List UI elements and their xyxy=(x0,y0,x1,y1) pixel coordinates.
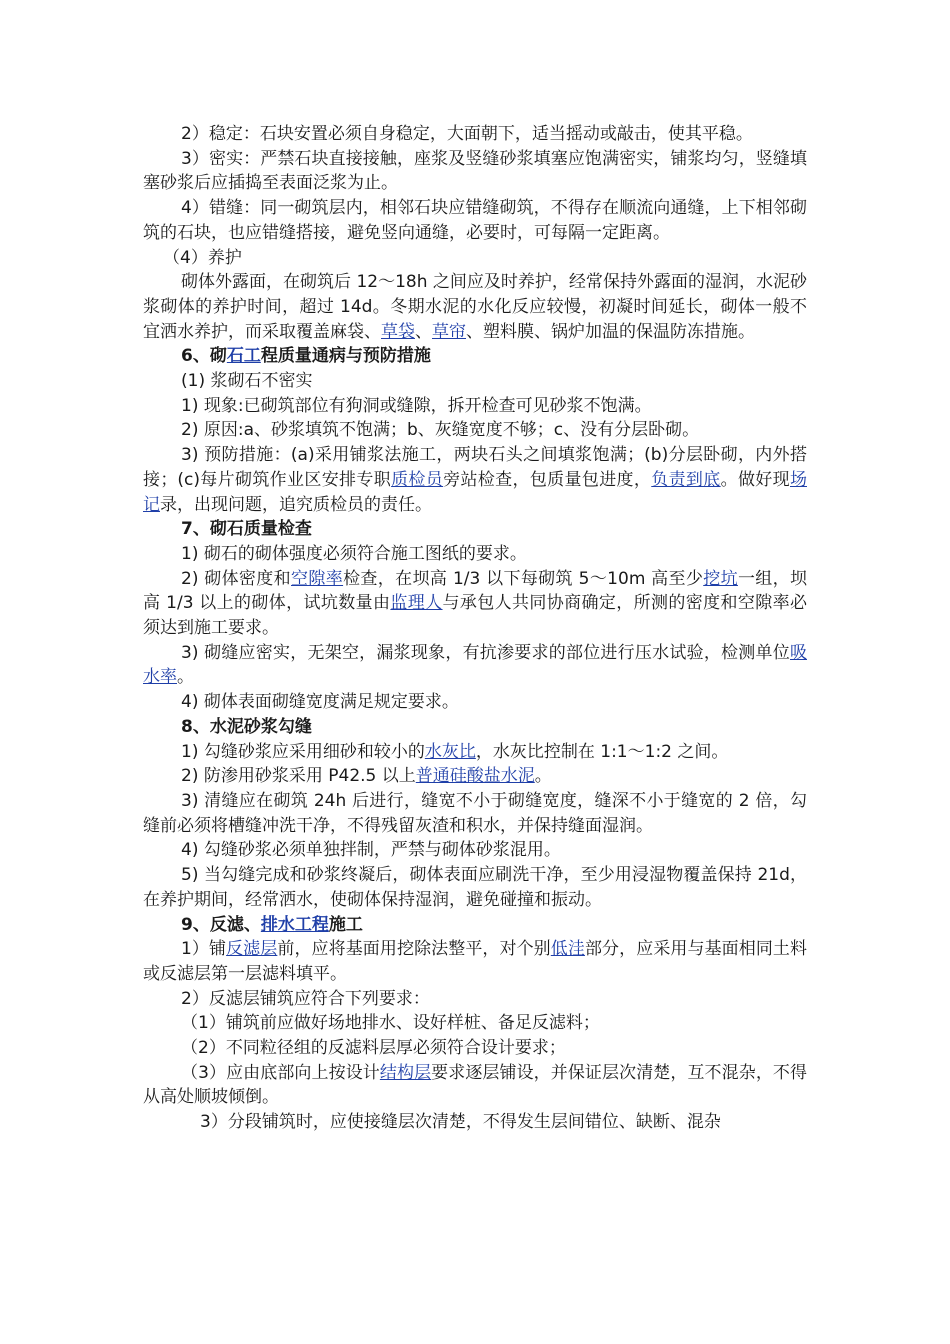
keyword-link[interactable]: 普通硅酸盐水泥 xyxy=(415,766,535,787)
paragraph xyxy=(143,567,807,641)
paragraph xyxy=(143,690,807,715)
text-run: 5) 当勾缝完成和砂浆终凝后，砌体表面应刷洗干净，至少用浸湿物覆盖保持 21d，在养护期间，经常洒水，使砌体保持湿润，避免碰撞和振动。 xyxy=(143,865,807,910)
keyword-link[interactable]: 水灰比 xyxy=(424,741,476,762)
text-run: 1) 现象:已砌筑部位有狗洞或缝隙，拆开检查可见砂浆不饱满。 xyxy=(181,395,652,416)
text-run: 、 xyxy=(415,321,432,342)
keyword-link[interactable]: 反滤层 xyxy=(226,939,278,960)
keyword-link[interactable]: 监理人 xyxy=(390,593,443,614)
keyword-link[interactable]: 挖坑 xyxy=(703,568,738,589)
paragraph xyxy=(143,789,807,838)
keyword-link[interactable]: 场记 xyxy=(143,469,807,515)
paragraph xyxy=(143,740,807,765)
text-run: 2) 砌体密度和 xyxy=(181,568,291,589)
paragraph xyxy=(143,369,807,394)
text-run: ，水灰比控制在 1:1～1:2 之间。 xyxy=(475,741,729,762)
section-heading xyxy=(143,344,807,369)
text-run: 一组，坝高 1/3 以上的砌体，试坑数量由 xyxy=(143,568,808,614)
paragraph xyxy=(143,246,807,271)
text-run: 要求逐层铺设，并保证层次清楚，互不混杂，不得从高处顺坡倾倒。 xyxy=(143,1062,807,1108)
text-run: 旁站检查，包质量包进度， xyxy=(443,469,652,490)
paragraph xyxy=(143,987,807,1012)
paragraph xyxy=(143,122,807,147)
paragraph xyxy=(143,443,807,517)
text-run: 录，出现问题，追究质检员的责任。 xyxy=(160,494,432,515)
text-run: （2）不同粒径组的反滤料层厚必须符合设计要求； xyxy=(181,1038,566,1059)
text-run: 施工 xyxy=(328,914,363,935)
text-run: 4）错缝：同一砌筑层内，相邻石块应错缝砌筑，不得存在顺流向通缝，上下相邻砌筑的石块，也应错缝搭接，避免竖向通缝，必要时，可每隔一定距离。 xyxy=(143,198,807,243)
text-run: （4）养护 xyxy=(163,247,242,268)
paragraph xyxy=(143,937,807,986)
paragraph xyxy=(143,641,807,690)
paragraph xyxy=(143,542,807,567)
paragraph xyxy=(143,270,807,344)
keyword-link[interactable]: 结构层 xyxy=(379,1062,432,1083)
paragraph xyxy=(143,863,807,912)
text-run: 7、砌石质量检查 xyxy=(181,519,312,540)
paragraph xyxy=(143,764,807,789)
text-run: 部分，应采用与基面相同土料或反滤层第一层滤料填平。 xyxy=(143,939,808,984)
text-run: 1) 勾缝砂浆应采用细砂和较小的 xyxy=(181,741,425,762)
keyword-link[interactable]: 排水工程 xyxy=(260,914,329,935)
text-run: 、塑料膜、锅炉加温的保温防冻措施。 xyxy=(466,321,755,342)
text-run: 8、水泥砂浆勾缝 xyxy=(181,716,312,737)
text-run: 3) 预防措施：(a)采用铺浆法施工，两块石头之间填浆饱满；(b)分层卧砌，内外搭接；(c)每片砌筑作业区安排专职 xyxy=(143,445,807,490)
text-run: 1) 砌石的砌体强度必须符合施工图纸的要求。 xyxy=(181,543,527,564)
text-run: 与承包人共同协商确定，所测的密度和空隙率必须达到施工要求。 xyxy=(143,593,808,639)
text-run: 3）分段铺筑时，应使接缝层次清楚，不得发生层间错位、缺断、混杂 xyxy=(200,1112,721,1133)
text-run: （1）铺筑前应做好场地排水、设好样桩、备足反滤料； xyxy=(181,1013,600,1034)
text-run: (1) 浆砌石不密实 xyxy=(181,371,313,392)
paragraph xyxy=(143,196,807,245)
text-run: 2) 防渗用砂浆采用 P42.5 以上 xyxy=(181,766,416,787)
text-run: 1）铺 xyxy=(181,939,227,960)
text-run: 砌体外露面，在砌筑后 12～18h 之间应及时养护，经常保持外露面的湿润，水泥砂浆砌体的养护时间，超过 14d。冬期水泥的水化反应较慢，初凝时间延长，砌体一般不宜洒水养护，而采取覆盖麻袋、 xyxy=(143,272,807,342)
text-run: 2) 原因:a、砂浆填筑不饱满；b、灰缝宽度不够；c、没有分层卧砌。 xyxy=(181,420,700,441)
text-run: 2）反滤层铺筑应符合下列要求： xyxy=(181,988,430,1009)
paragraph xyxy=(143,1110,807,1135)
text-run: 。 xyxy=(534,766,552,787)
keyword-link[interactable]: 空隙率 xyxy=(291,568,344,589)
text-run: 9、反滤、 xyxy=(181,914,261,935)
text-run: 2）稳定：石块安置必须自身稳定，大面朝下，适当摇动或敲击，使其平稳。 xyxy=(181,124,753,144)
text-run: 。做好现 xyxy=(720,469,790,490)
section-heading xyxy=(143,517,807,542)
keyword-link[interactable]: 草袋 xyxy=(381,321,415,342)
text-run: 3) 砌缝应密实，无架空，漏浆现象，有抗渗要求的部位进行压水试验，检测单位 xyxy=(181,642,790,663)
keyword-link[interactable]: 草帘 xyxy=(432,321,466,342)
text-run: 6、砌 xyxy=(181,346,227,367)
text-run: 。 xyxy=(177,667,194,688)
text-run: 3）密实：严禁石块直接接触，座浆及竖缝砂浆填塞应饱满密实，铺浆均匀，竖缝填塞砂浆后应插捣至表面泛浆为止。 xyxy=(143,148,807,194)
section-heading xyxy=(143,715,807,740)
paragraph xyxy=(143,147,807,196)
keyword-link[interactable]: 低洼 xyxy=(550,939,585,960)
text-run: 3) 清缝应在砌筑 24h 后进行，缝宽不小于砌缝宽度，缝深不小于缝宽的 2 倍，勾缝前必须将槽缝冲洗干净，不得残留灰渣和积水，并保持缝面湿润。 xyxy=(143,790,807,836)
keyword-link[interactable]: 负责到底 xyxy=(651,469,721,490)
text-run: 4) 砌体表面砌缝宽度满足规定要求。 xyxy=(181,692,459,713)
text-run: 程质量通病与预防措施 xyxy=(260,346,431,367)
text-run: 前，应将基面用挖除法整平，对个别 xyxy=(277,939,551,960)
keyword-link[interactable]: 石工 xyxy=(226,346,261,367)
paragraph xyxy=(143,1036,807,1061)
paragraph xyxy=(143,394,807,419)
document-page xyxy=(143,122,807,1135)
paragraph xyxy=(143,418,807,443)
paragraph xyxy=(143,838,807,863)
keyword-link[interactable]: 质检员 xyxy=(391,469,444,490)
paragraph xyxy=(143,1011,807,1036)
keyword-link[interactable]: 吸水率 xyxy=(143,642,807,688)
text-run: 检查，在坝高 1/3 以下每砌筑 5～10m 高至少 xyxy=(343,568,704,589)
paragraph xyxy=(143,1061,807,1110)
text-run: （3）应由底部向上按设计 xyxy=(181,1062,380,1083)
text-run: 4) 勾缝砂浆必须单独拌制，严禁与砌体砂浆混用。 xyxy=(181,840,561,861)
section-heading xyxy=(143,913,807,938)
